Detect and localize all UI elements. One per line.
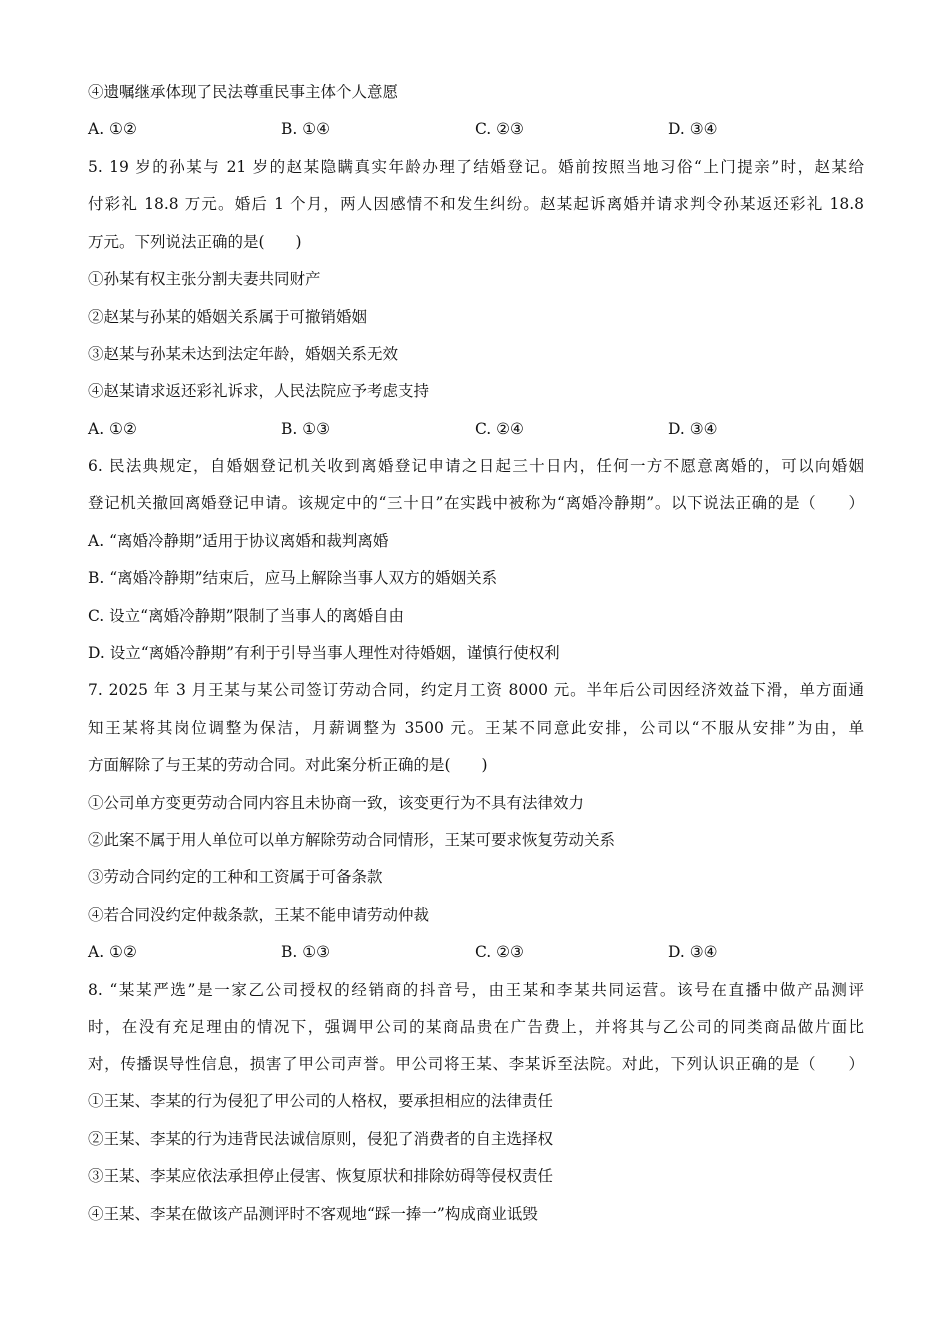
q5-statement-1: ①孙某有权主张分割夫妻共同财产 [88, 270, 321, 288]
q4-option-a: A. ①② [88, 120, 137, 138]
q8-stem-line-1: 8. “某某严选”是一家乙公司授权的经销商的抖音号，由王某和李某共同运营。该号在直播中做产品测评 [88, 981, 864, 999]
q5-stem-line-2: 付彩礼 18.8 万元。婚后 1 个月，两人因感情不和发生纠纷。赵某起诉离婚并请求判令孙某返还彩礼 18.8 [88, 195, 864, 213]
q7-statement-4: ④若合同没约定仲裁条款，王某不能申请劳动仲裁 [88, 906, 430, 924]
q7-option-d: D. ③④ [668, 943, 718, 961]
q4-statement-4: ④遗嘱继承体现了民法尊重民事主体个人意愿 [88, 83, 399, 101]
q8-statement-4: ④王某、李某在做该产品测评时不客观地“踩一捧一”构成商业诋毁 [88, 1205, 538, 1223]
q4-option-d: D. ③④ [668, 120, 718, 138]
q5-option-b: B. ①③ [281, 420, 331, 438]
q4-option-b: B. ①④ [281, 120, 331, 138]
q8-statement-1: ①王某、李某的行为侵犯了甲公司的人格权，要承担相应的法律责任 [88, 1092, 554, 1110]
q5-option-c: C. ②④ [475, 420, 524, 438]
q4-option-c: C. ②③ [475, 120, 524, 138]
q7-statement-1: ①公司单方变更劳动合同内容且未协商一致，该变更行为不具有法律效力 [88, 794, 585, 812]
q7-option-b: B. ①③ [281, 943, 331, 961]
q5-option-a: A. ①② [88, 420, 137, 438]
q5-statement-3: ③赵某与孙某未达到法定年龄，婚姻关系无效 [88, 345, 399, 363]
q7-statement-2: ②此案不属于用人单位可以单方解除劳动合同情形，王某可要求恢复劳动关系 [88, 831, 616, 849]
q6-option-b: B. “离婚冷静期”结束后，应马上解除当事人双方的婚姻关系 [88, 569, 498, 587]
q5-stem-line-1: 5. 19 岁的孙某与 21 岁的赵某隐瞒真实年龄办理了结婚登记。婚前按照当地习俗“上门提亲”时，赵某给 [88, 158, 864, 176]
q8-stem-line-3: 对，传播误导性信息，损害了甲公司声誉。甲公司将王某、李某诉至法院。对此，下列认识正确的是（ ） [88, 1055, 864, 1073]
q6-option-c: C. 设立“离婚冷静期”限制了当事人的离婚自由 [88, 607, 405, 625]
q8-stem-line-2: 时，在没有充足理由的情况下，强调甲公司的某商品贵在广告费上，并将其与乙公司的同类商品做片面比 [88, 1018, 864, 1036]
q7-stem-line-1: 7. 2025 年 3 月王某与某公司签订劳动合同，约定月工资 8000 元。半年后公司因经济效益下滑，单方面通 [88, 681, 864, 699]
q5-stem-line-3: 万元。下列说法正确的是( ) [88, 233, 302, 251]
q5-statement-2: ②赵某与孙某的婚姻关系属于可撤销婚姻 [88, 308, 368, 326]
q5-statement-4: ④赵某请求返还彩礼诉求，人民法院应予考虑支持 [88, 382, 430, 400]
q7-stem-line-3: 方面解除了与王某的劳动合同。对此案分析正确的是( ) [88, 756, 488, 774]
q6-stem-line-1: 6. 民法典规定，自婚姻登记机关收到离婚登记申请之日起三十日内，任何一方不愿意离婚的，可以向婚姻 [88, 457, 864, 475]
q7-option-a: A. ①② [88, 943, 137, 961]
q7-statement-3: ③劳动合同约定的工种和工资属于可备条款 [88, 868, 383, 886]
q7-stem-line-2: 知王某将其岗位调整为保洁，月薪调整为 3500 元。王某不同意此安排，公司以“不服从安排”为由，单 [88, 719, 864, 737]
q6-stem-line-2: 登记机关撤回离婚登记申请。该规定中的“三十日”在实践中被称为“离婚冷静期”。以下说法正确的是（ ） [88, 494, 864, 512]
q7-option-c: C. ②③ [475, 943, 524, 961]
q6-option-d: D. 设立“离婚冷静期”有利于引导当事人理性对待婚姻，谨慎行使权利 [88, 644, 560, 662]
q6-option-a: A. “离婚冷静期”适用于协议离婚和裁判离婚 [88, 532, 389, 550]
q8-statement-2: ②王某、李某的行为违背民法诚信原则，侵犯了消费者的自主选择权 [88, 1130, 554, 1148]
q8-statement-3: ③王某、李某应依法承担停止侵害、恢复原状和排除妨碍等侵权责任 [88, 1167, 554, 1185]
q5-option-d: D. ③④ [668, 420, 718, 438]
